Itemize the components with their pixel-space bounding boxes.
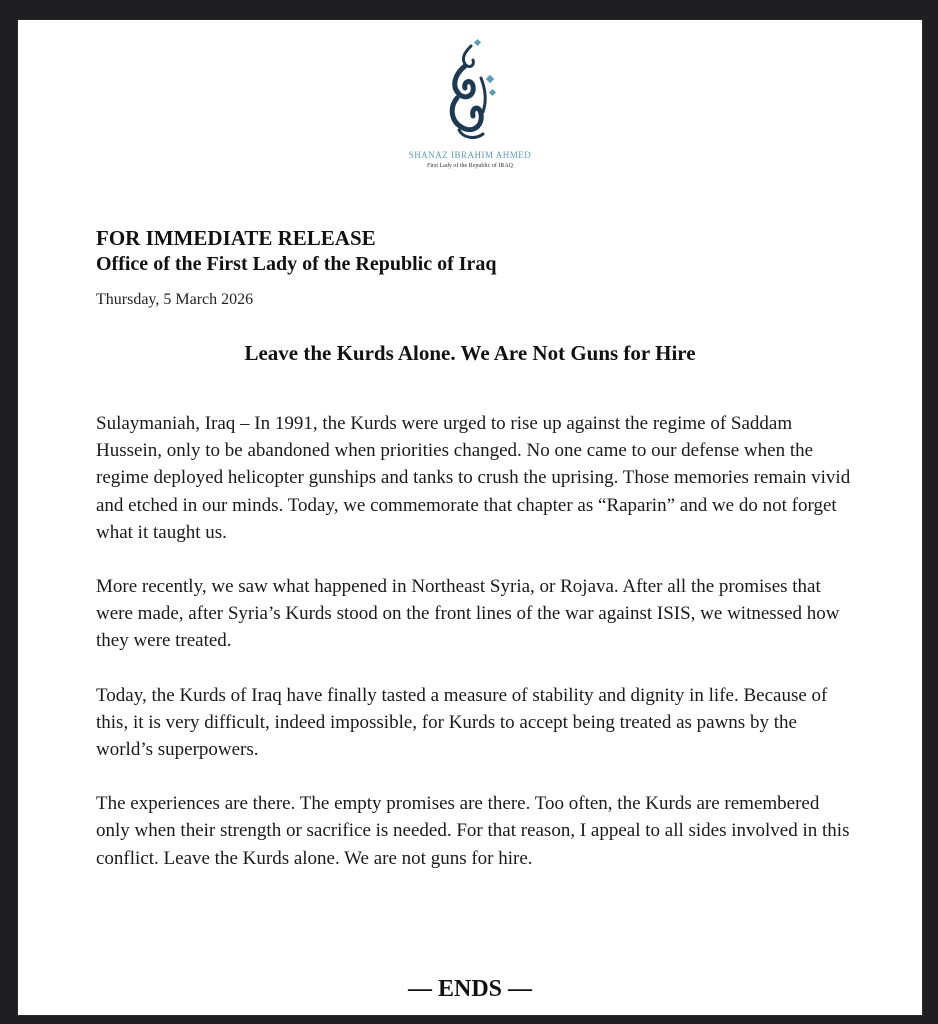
release-header [96, 225, 497, 277]
paragraph-4: The experiences are there. The empty promises are there. Too often, the Kurds are remembered only when their strength or sacrifice is needed. For that reason, I appeal to all sides involved in this conflict. Leave the Kurds alone. We are not guns for hire. [96, 793, 850, 869]
release-label: FOR IMMEDIATE RELEASE [96, 226, 376, 250]
document-page [18, 20, 922, 1015]
calligraphy-logo-icon [435, 38, 505, 148]
paragraph-2: More recently, we saw what happened in Northeast Syria, or Rojava. After all the promises that were made, after Syria’s Kurds stood on the front lines of the war against ISIS, we witnessed how they were treated. [96, 576, 840, 652]
paragraph-3: Today, the Kurds of Iraq have finally tasted a measure of stability and dignity in life. Because of this, it is very difficult, indeed impossible, for Kurds to accept being treated as pawns by the world’s superpowers. [96, 684, 828, 761]
ends-marker: — ENDS — [407, 976, 533, 1002]
letterhead-logo [18, 38, 922, 169]
release-date: Thursday, 5 March 2026 [96, 291, 254, 308]
office-name: Office of the First Lady of the Republic of Iraq [96, 253, 497, 275]
logo-name: SHANAZ IBRAHIM AHMED [408, 150, 532, 160]
logo-subtitle: First Lady of the Republic of IRAQ [427, 163, 513, 169]
headline: Leave the Kurds Alone. We Are Not Guns for Hire [244, 341, 696, 365]
release-body [96, 410, 856, 899]
paragraph-1: Sulaymaniah, Iraq – In 1991, the Kurds were urged to rise up against the regime of Saddam Hussein, only to be abandoned when priorities changed. No one came to our defense when the regime deployed helicopter gunships and tanks to crush the uprising. Those memories remain vivid and etched in our minds. Today, we commemorate that chapter as “Raparin” and we do not forget what it taught us. [96, 413, 851, 543]
